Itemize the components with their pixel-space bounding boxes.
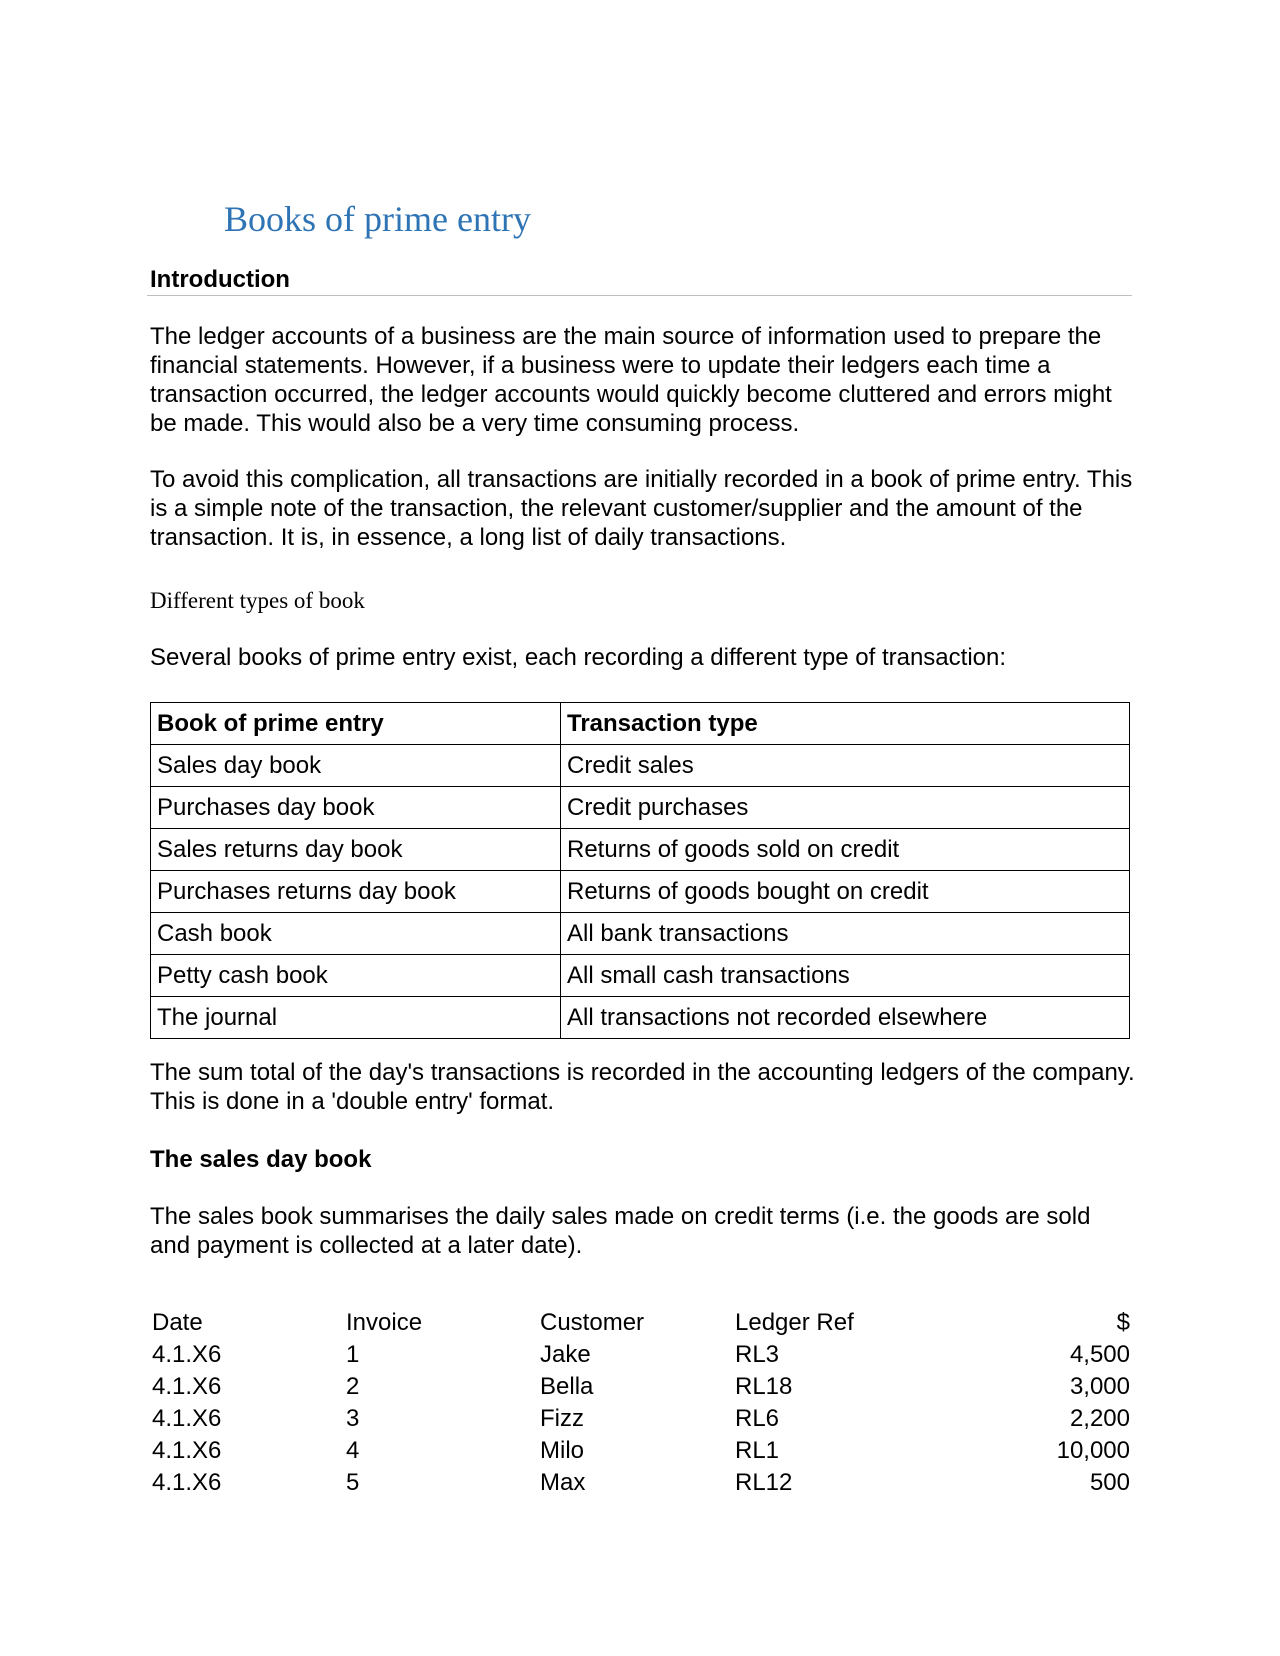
date-cell: 4.1.X6: [152, 1469, 222, 1496]
books-table-header: [151, 703, 1130, 745]
transaction-cell: All small cash transactions: [561, 955, 1130, 997]
date-cell: 4.1.X6: [152, 1437, 222, 1464]
transaction-cell: Credit sales: [561, 745, 1130, 787]
book-cell: The journal: [151, 997, 561, 1039]
introduction-heading: Introduction: [150, 266, 290, 293]
book-cell: Purchases returns day book: [151, 871, 561, 913]
page-title: Books of prime entry: [224, 199, 531, 239]
types-heading: Different types of book: [150, 588, 365, 613]
header-invoice: Invoice: [346, 1309, 423, 1336]
table-row: [151, 997, 1130, 1039]
ledger-ref-cell: RL6: [735, 1405, 780, 1432]
ledger-ref-cell: RL12: [735, 1469, 793, 1496]
ledger-ref-cell: RL18: [735, 1373, 793, 1400]
table-row: [150, 1435, 1132, 1467]
section-divider: [147, 295, 1132, 296]
book-cell: Sales day book: [151, 745, 561, 787]
table-row: [151, 871, 1130, 913]
invoice-cell: 2: [346, 1373, 360, 1400]
invoice-cell: 5: [346, 1469, 360, 1496]
invoice-cell: 3: [346, 1405, 360, 1432]
date-cell: 4.1.X6: [152, 1341, 222, 1368]
transaction-cell: All transactions not recorded elsewhere: [561, 997, 1130, 1039]
intro-paragraph-2: To avoid this complication, all transactions are initially recorded in a book of prime entry. This is a simple note of the transaction, the relevant customer/supplier and the amount of the transaction. It is, in essence, a long list of daily transactions.: [150, 466, 1133, 551]
customer-cell: Jake: [540, 1341, 591, 1368]
books-table: [150, 702, 1130, 1039]
double-entry-paragraph: The sum total of the day's transactions is recorded in the accounting ledgers of the company. This is done in a 'double entry' format.: [150, 1059, 1135, 1115]
transaction-cell: Credit purchases: [561, 787, 1130, 829]
sales-table-header: [150, 1307, 1132, 1339]
header-transaction-type: Transaction type: [561, 703, 1130, 745]
invoice-cell: 4: [346, 1437, 360, 1464]
table-row: [151, 829, 1130, 871]
table-row: [151, 745, 1130, 787]
amount-cell: 10,000: [1056, 1437, 1130, 1464]
book-cell: Cash book: [151, 913, 561, 955]
table-row: [150, 1339, 1132, 1371]
invoice-cell: 1: [346, 1341, 360, 1368]
header-customer: Customer: [540, 1309, 645, 1336]
table-row: [151, 787, 1130, 829]
table-row: [151, 955, 1130, 997]
header-ledger-ref: Ledger Ref: [735, 1309, 854, 1336]
customer-cell: Fizz: [540, 1405, 584, 1432]
intro-paragraph-1: The ledger accounts of a business are the main source of information used to prepare the financial statements. However, if a business were to update their ledgers each time a transaction occurred, the ledger accounts would quickly become cluttered and errors might be made. This would also be a very time consuming process.: [150, 323, 1112, 437]
amount-cell: 500: [1089, 1469, 1130, 1496]
amount-cell: 4,500: [1069, 1341, 1130, 1368]
customer-cell: Milo: [540, 1437, 585, 1464]
date-cell: 4.1.X6: [152, 1405, 222, 1432]
ledger-ref-cell: RL1: [735, 1437, 780, 1464]
table-row: [150, 1467, 1132, 1499]
date-cell: 4.1.X6: [152, 1373, 222, 1400]
customer-cell: Bella: [540, 1373, 594, 1400]
sales-day-book-lead: The sales book summarises the daily sales made on credit terms (i.e. the goods are sold and payment is collected at a later date).: [150, 1203, 1091, 1259]
table-row: [151, 913, 1130, 955]
customer-cell: Max: [540, 1469, 586, 1496]
book-cell: Sales returns day book: [151, 829, 561, 871]
ledger-ref-cell: RL3: [735, 1341, 780, 1368]
header-date: Date: [152, 1309, 203, 1336]
table-row: [150, 1371, 1132, 1403]
header-amount: $: [1116, 1309, 1130, 1336]
transaction-cell: All bank transactions: [561, 913, 1130, 955]
table-row: [150, 1403, 1132, 1435]
transaction-cell: Returns of goods bought on credit: [561, 871, 1130, 913]
transaction-cell: Returns of goods sold on credit: [561, 829, 1130, 871]
amount-cell: 2,200: [1069, 1405, 1130, 1432]
book-cell: Purchases day book: [151, 787, 561, 829]
header-book: Book of prime entry: [151, 703, 561, 745]
book-cell: Petty cash book: [151, 955, 561, 997]
sales-day-book-heading: The sales day book: [150, 1146, 372, 1173]
sales-day-book-table: [150, 1307, 1132, 1499]
amount-cell: 3,000: [1069, 1373, 1130, 1400]
types-lead: Several books of prime entry exist, each recording a different type of transaction:: [150, 644, 1007, 671]
